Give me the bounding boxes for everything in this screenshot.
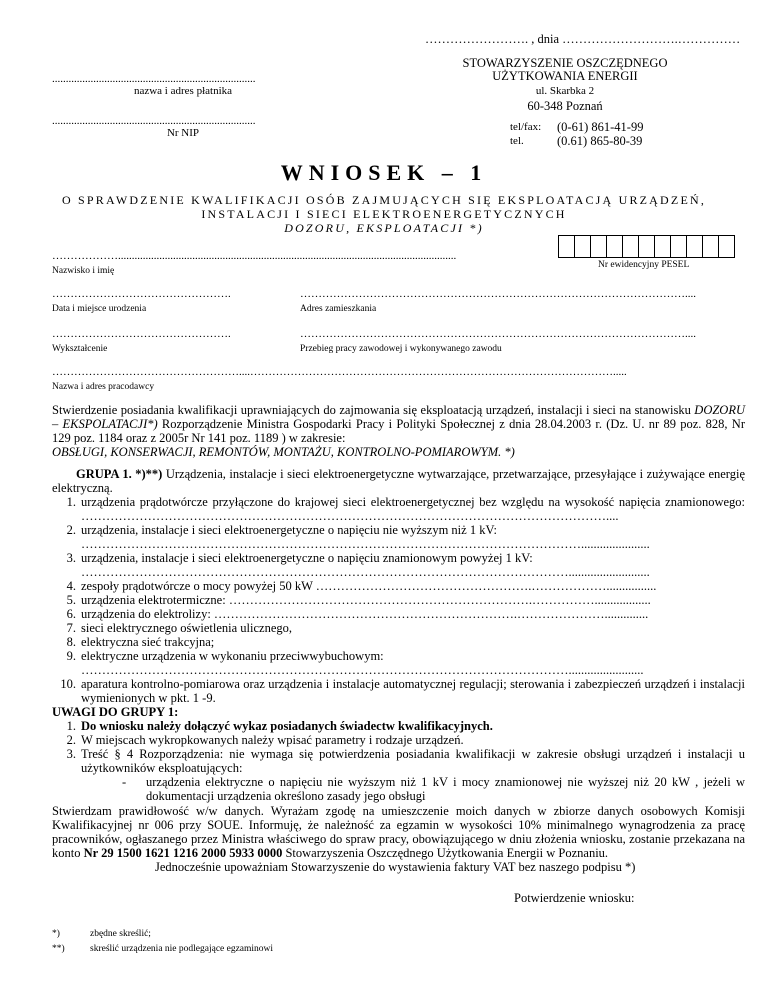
nip-field[interactable]: ..........................................................................	[52, 115, 256, 127]
group-1-heading-paragraph	[52, 467, 745, 495]
birth-label: Data i miejsce urodzenia	[52, 304, 147, 314]
group-1-item	[52, 635, 745, 649]
group-1-heading: GRUPA 1. *)**)	[76, 467, 163, 481]
group-1-items	[52, 495, 745, 705]
footnote-1-text: zbędne skreślić;	[90, 929, 151, 939]
note-3	[52, 747, 745, 775]
item-text: urządzenia, instalacje i sieci elektroenergetyczne o napięciu znamionowym powyżej 1 kV:	[81, 551, 533, 565]
item-text: urządzenia do elektrolizy: ……………………………………………………………….…………………..............	[81, 607, 649, 621]
group-1-item	[52, 551, 745, 565]
item-number: 5.	[66, 593, 76, 607]
payer-field[interactable]: ..........................................................................	[52, 73, 256, 85]
item-number: 8.	[66, 635, 76, 649]
note-text: urządzenia elektryczne o napięciu nie wyższym niż 1 kV i mocy znamionowej nie wyższej niż 20 kW , jeżeli w dokumentacji urządzenia określono zasady jego obsługi	[146, 775, 745, 803]
org-street: ul. Skarbka 2	[535, 85, 595, 97]
group-1-item	[52, 621, 745, 635]
group-1-item	[52, 523, 745, 537]
statement-regulation: Rozporządzenie Ministra Gospodarki Pracy i Polityki Społecznej z dnia 28.04.2003 r. (Dz. U. nr 89 poz. 828, Nr 129 poz. 1184 oraz z 2005r Nr 141 poz. 1189 ) w zakresie:	[52, 417, 745, 445]
note-number: 1.	[66, 719, 76, 733]
employer-field[interactable]: ……………………………………………....……………………………………………………………………………………….....	[52, 366, 627, 378]
group-1-item	[52, 537, 745, 551]
item-number: 7.	[66, 621, 76, 635]
pesel-digit-box[interactable]	[558, 235, 575, 258]
group-1-item	[52, 663, 745, 677]
pesel-digit-box[interactable]	[590, 235, 607, 258]
pesel-digit-box[interactable]	[670, 235, 687, 258]
group-1-section	[52, 467, 745, 705]
footnote-2-mark: **)	[52, 944, 65, 954]
organization-block	[440, 57, 690, 113]
telfax-label: tel/fax:	[510, 121, 542, 133]
item-text: urządzenia, instalacje i sieci elektroenergetyczne o napięciu nie wyższym niż 1 kV:	[81, 523, 498, 537]
pesel-digit-box[interactable]	[686, 235, 703, 258]
item-text: urządzenia elektrotermiczne: ……………………………………………………………….……………..................	[81, 593, 651, 607]
pesel-digit-box[interactable]	[574, 235, 591, 258]
subtitle-line3: DOZORU, EKSPLOATACJI *)	[284, 221, 484, 235]
career-label: Przebieg pracy zawodowej i wykonywanego zawodu	[300, 344, 502, 354]
page-title: WNIOSEK – 1	[280, 160, 488, 185]
payer-label: nazwa i adres płatnika	[133, 85, 233, 97]
item-number: 4.	[66, 579, 76, 593]
statement-scope: OBSŁUGI, KONSERWACJI, REMONTÓW, MONTAŻU, KONTROLNO-POMIAROWYM. *)	[52, 445, 515, 459]
group-1-item	[52, 593, 745, 607]
pesel-digit-box[interactable]	[654, 235, 671, 258]
subtitle-line2: INSTALACJI I SIECI ELEKTROENERGETYCZNYCH	[201, 207, 567, 221]
statement-paragraph	[52, 403, 745, 459]
item-number: 1.	[66, 495, 76, 509]
education-field[interactable]: ………………………………………….	[52, 328, 231, 340]
pesel-label: Nr ewidencyjny PESEL	[598, 260, 690, 270]
item-number: 9.	[66, 649, 76, 663]
pesel-boxes[interactable]	[559, 235, 735, 258]
consent-text-end: Stowarzyszenia Oszczędnego Użytkowania Energii w Poznaniu.	[285, 846, 609, 860]
org-name-line1: STOWARZYSZENIE OSZCZĘDNEGO	[462, 56, 668, 70]
footnote-2-text: skreślić urządzenia nie podlegające egzaminowi	[90, 944, 274, 954]
note-3-subitem	[52, 775, 745, 803]
group-1-item	[52, 495, 745, 523]
org-name-line2: UŻYTKOWANIA ENERGII	[492, 69, 638, 83]
pesel-digit-box[interactable]	[638, 235, 655, 258]
address-label: Adres zamieszkania	[300, 304, 377, 314]
item-text: aparatura kontrolno-pomiarowa oraz urządzenia i instalacje automatycznej regulacji; sterowania i zabezpieczeń urządzeń i instalacji wymienionych w pkt. 1 -9.	[81, 677, 745, 705]
bank-account-number: Nr 29 1500 1621 1216 2000 5933 0000	[83, 846, 283, 860]
notes-section	[52, 705, 745, 803]
group-1-item	[52, 677, 745, 705]
group-1-description: Urządzenia, instalacje i sieci elektroenergetyczne wytwarzające, przetwarzające, przesyłające i zużywające energię elektryczną.	[52, 467, 745, 495]
footnote-1-mark: *)	[52, 929, 60, 939]
item-number: 6.	[66, 607, 76, 621]
tel-value: (0.61) 865-80-39	[557, 134, 643, 148]
item-text: ………………………………………………………………………………………………………..........................	[81, 565, 650, 579]
item-text: sieci elektrycznego oświetlenia ulicznego,	[81, 621, 293, 635]
note-text: Treść § 4 Rozporządzenia: nie wymaga się potwierdzenia posiadania kwalifikacji w zakresie obsługi urządzeń i instalacji u użytkowników eksploatujących:	[81, 747, 745, 775]
item-text: urządzenia prądotwórcze przyłączone do krajowej sieci elektroenergetycznej bez względu na wysokość napięcia znamionowego: ………………………………………………………………………………………………………………....	[81, 495, 745, 523]
statement-position: DOZORU – EKSPOLATACJI*)	[52, 403, 745, 431]
item-number	[52, 565, 81, 579]
employer-label: Nazwa i adres pracodawcy	[52, 382, 155, 392]
invoice-authorization: Jednocześnie upoważniam Stowarzyszenie do wystawienia faktury VAT bez naszego podpisu *)	[155, 860, 636, 874]
consent-section	[52, 804, 745, 874]
education-label: Wykształcenie	[52, 344, 108, 354]
item-text: elektryczna sieć trakcyjna;	[81, 635, 215, 649]
statement-intro: Stwierdzenie posiadania kwalifikacji uprawniających do zajmowania się eksploatacją urządzeń, instalacji i sieci na stanowisku	[52, 403, 691, 417]
place-date-field[interactable]: ……………………. , dnia ……………………….……………	[425, 32, 741, 46]
dash-bullet: -	[122, 775, 127, 789]
note-number: 3.	[66, 747, 76, 761]
pesel-digit-box[interactable]	[702, 235, 719, 258]
telfax-value: (0-61) 861-41-99	[557, 120, 644, 134]
group-1-item	[52, 649, 745, 663]
item-number	[52, 663, 81, 677]
note-number: 2.	[66, 733, 76, 747]
group-1-item	[52, 607, 745, 621]
career-field[interactable]: ……………………………………………………………………………………………....	[300, 328, 696, 340]
item-text: ………………………………………………………………………………………………………........................	[81, 663, 644, 677]
item-text: zespoły prądotwórcze o mocy powyżej 50 kW …………………………………………….………………................	[81, 579, 657, 593]
item-text: …………………………………………………………………………………………………………......................	[81, 537, 650, 551]
signature-label: Potwierdzenie wniosku:	[514, 891, 635, 905]
item-number: 10.	[60, 677, 76, 691]
group-1-item	[52, 579, 745, 593]
group-1-item	[52, 565, 745, 579]
item-text: elektryczne urządzenia w wykonaniu przeciwwybuchowym:	[81, 649, 384, 663]
address-field[interactable]: ……………………………………………………………………………………………....	[300, 288, 696, 300]
subtitle-line1: O SPRAWDZENIE KWALIFIKACJI OSÓB ZAJMUJĄCYCH SIĘ EKSPLOATACJĄ URZĄDZEŃ,	[61, 193, 707, 207]
consent-text: Stwierdzam prawidłowość w/w danych. Wyrażam zgodę na umieszczenie moich danych w zbiorze danych osobowych Komisji Kwalifikacyjnej nr 006 przy SOUE. Informuję, że należność za egzamin w wysokości 10% minimalnego wynagrodzenia za pracę pracowników, ogłaszanego przez Ministra właściwego do spraw pracy, obowiązującego w dniu złożenia wniosku, zostanie przekazana na konto	[52, 804, 745, 860]
note-1	[52, 719, 745, 733]
pesel-digit-box[interactable]	[622, 235, 639, 258]
birth-field[interactable]: ………………………………………….	[52, 288, 231, 300]
pesel-digit-box[interactable]	[606, 235, 623, 258]
note-2	[52, 733, 745, 747]
item-number: 2.	[66, 523, 76, 537]
note-text: W miejscach wykropkowanych należy wpisać parametry i rodzaje urządzeń.	[81, 733, 464, 747]
note-text: Do wniosku należy dołączyć wykaz posiadanych świadectw kwalifikacyjnych.	[81, 719, 493, 733]
notes-heading: UWAGI DO GRUPY 1:	[52, 705, 179, 719]
consent-paragraph	[52, 804, 745, 860]
org-city: 60-348 Poznań	[527, 99, 603, 113]
name-label: Nazwisko i imię	[52, 266, 115, 276]
item-number	[52, 537, 81, 551]
name-field[interactable]: ………………...........................................................................................................................	[52, 250, 457, 262]
tel-label: tel.	[510, 135, 524, 147]
nip-label: Nr NIP	[166, 127, 200, 139]
item-number: 3.	[66, 551, 76, 565]
pesel-digit-box[interactable]	[718, 235, 735, 258]
